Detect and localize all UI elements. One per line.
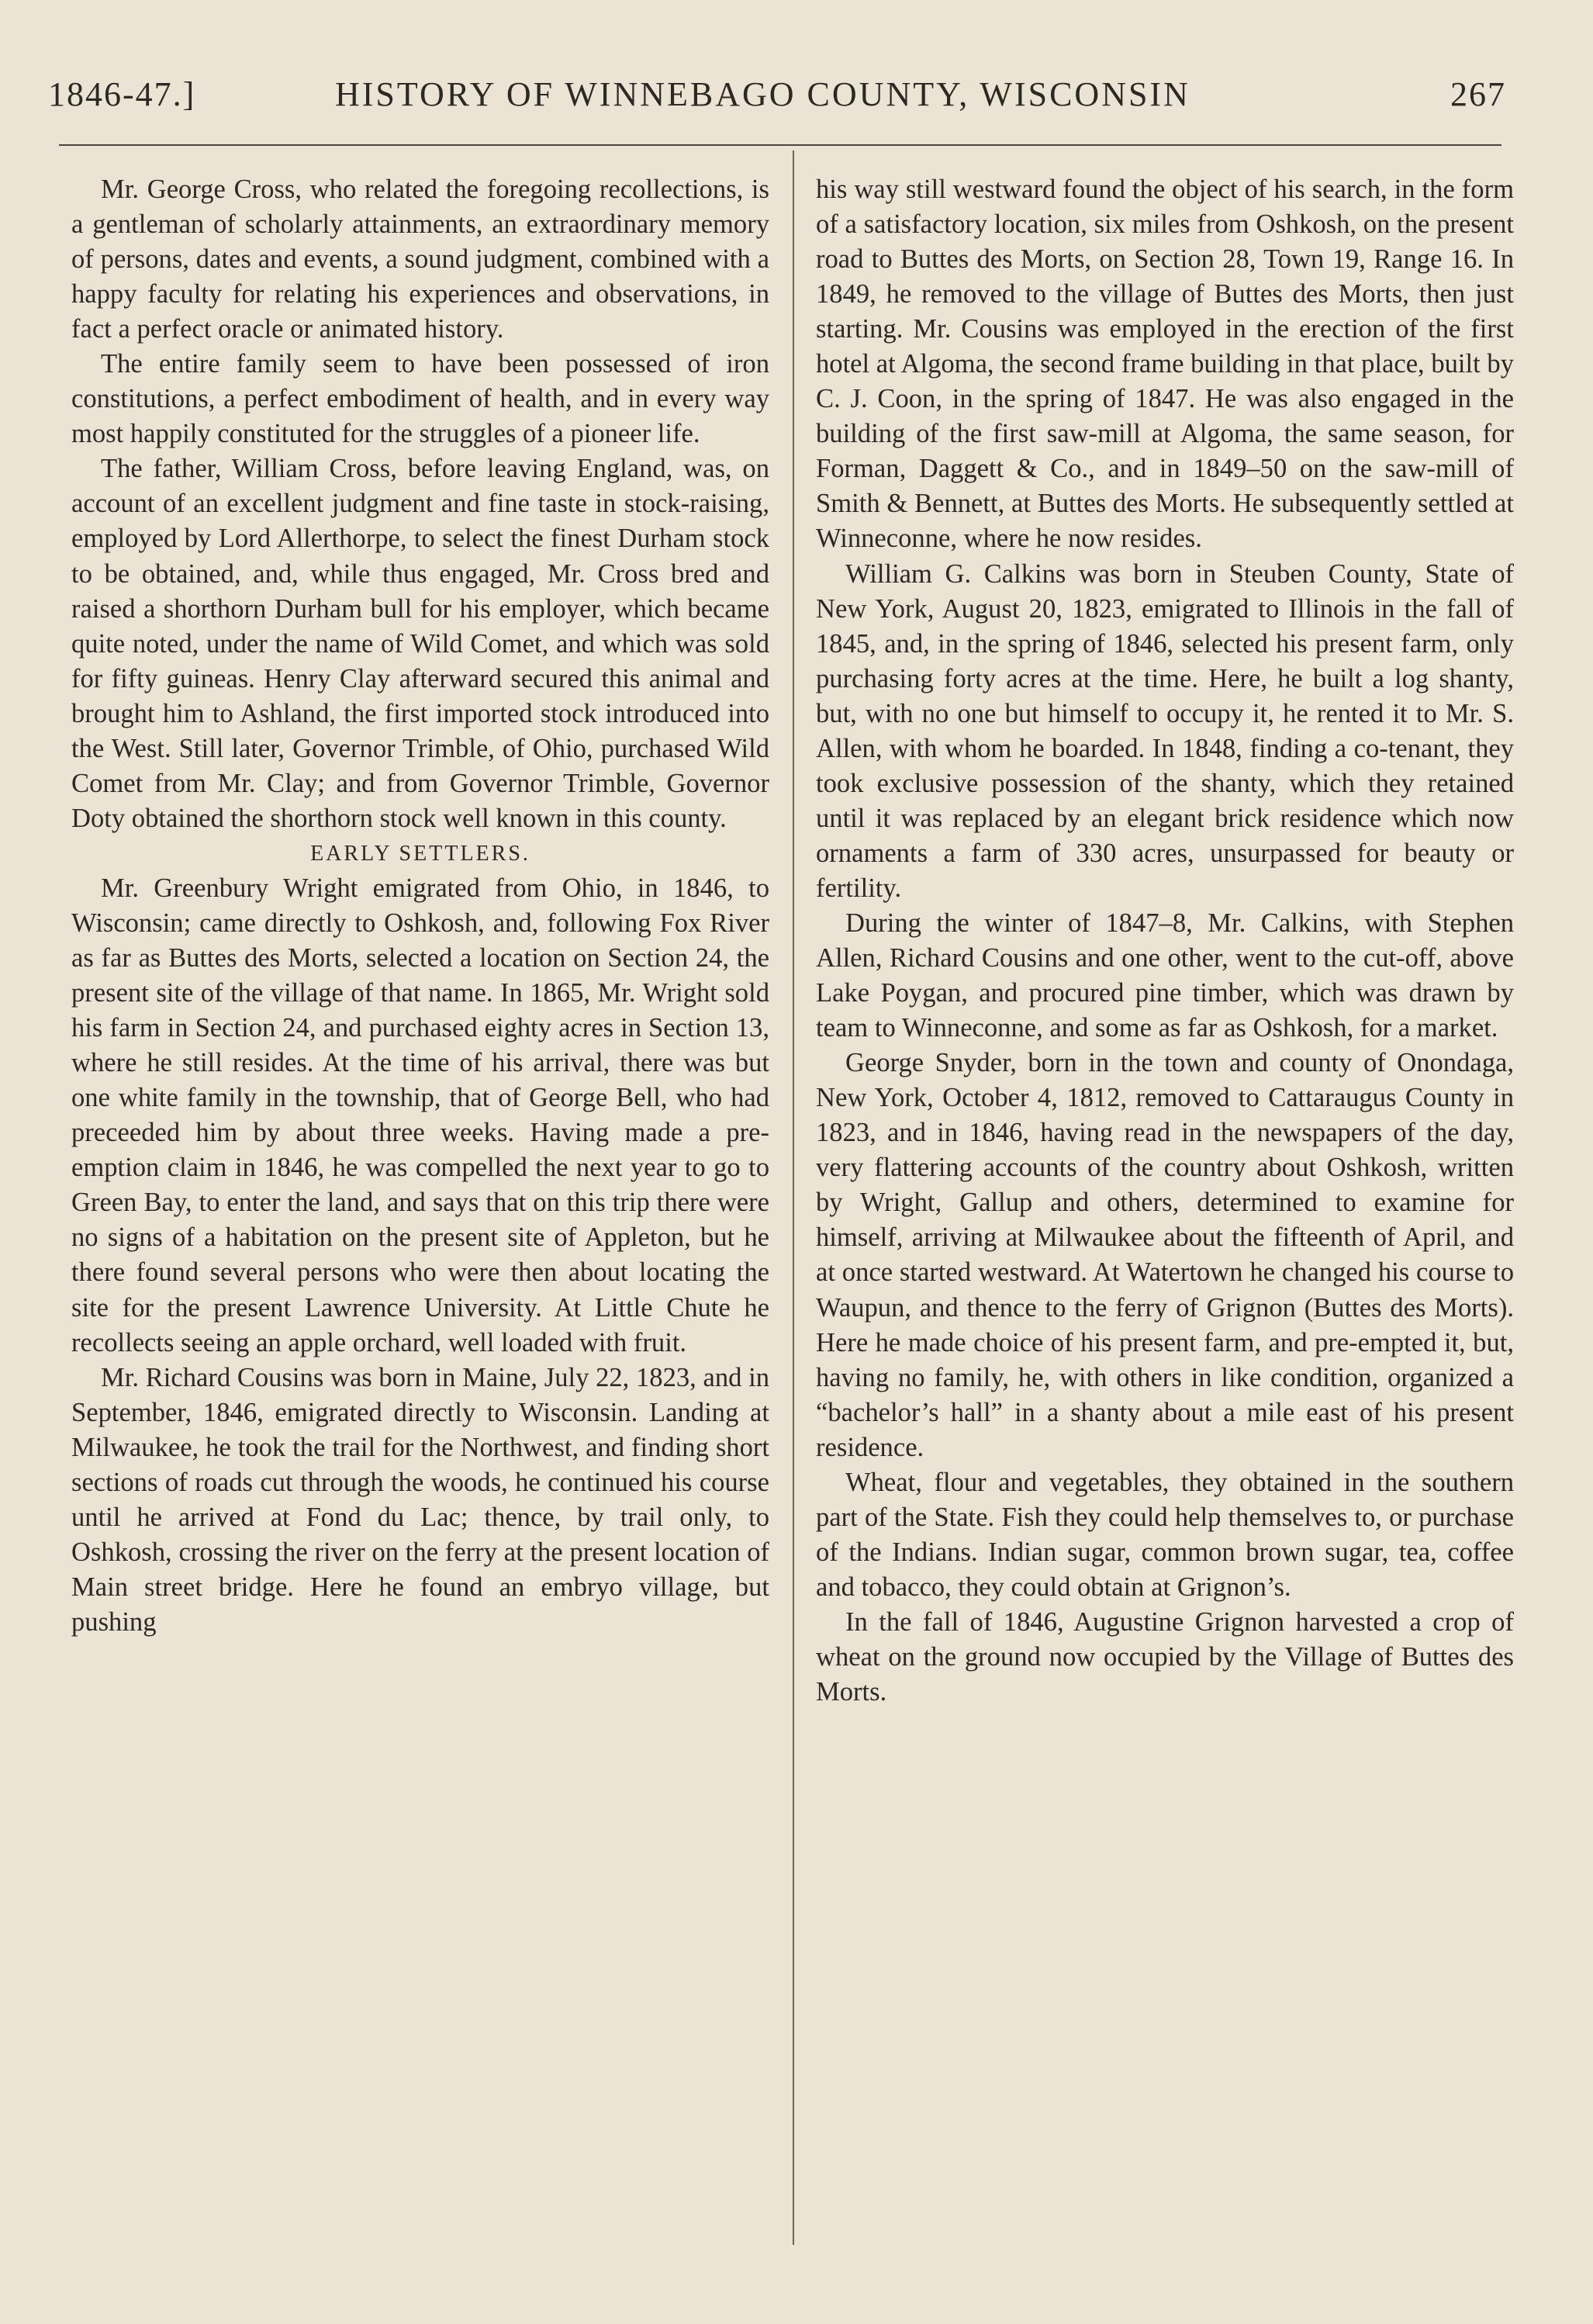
paragraph: Wheat, flour and vegetables, they obtained in the southern part of the State. Fish they could help themselves to, or purchase of the Indians. Indian sugar, common brown sugar, tea, coffee and tobacco, they could obtain at Grignon’s. (816, 1467, 1514, 1602)
right-column (816, 172, 1514, 1710)
paragraph: George Snyder, born in the town and county of Onondaga, New York, October 4, 1812, removed to Cattaraugus County in 1823, and in 1846, having read in the newspapers of the day, very flattering accounts of the country about Oshkosh, written by Wright, Gallup and others, determined to examine for himself, arriving at Milwaukee about the fifteenth of April, and at once started westward. At Watertown he changed his course to Waupun, and thence to the ferry of Grignon (Buttes des Morts). Here he made choice of his present farm, and pre-empted it, but, having no family, he, with others in like condition, organized a “bachelor’s hall” in a shanty about a mile east of his present residence. (816, 1048, 1514, 1462)
paragraph: William G. Calkins was born in Steuben County, State of New York, August 20, 1823, emigrated to Illinois in the fall of 1845, and, in the spring of 1846, selected his present farm, only purchasing forty acres at the time. Here, he built a log shanty, but, with no one but himself to occupy it, he rented it to Mr. S. Allen, with whom he boarded. In 1848, finding a co-tenant, they took exclusive possession of the shanty, which they retained until it was replaced by an elegant brick residence which now ornaments a farm of 330 acres, unsurpassed for beauty or fertility. (816, 559, 1514, 903)
column-divider (793, 150, 794, 2245)
page-header (48, 74, 1522, 121)
paragraph: In the fall of 1846, Augustine Grignon harvested a crop of wheat on the ground now occupied by the Village of Buttes des Morts. (816, 1606, 1514, 1707)
left-column (71, 172, 769, 1640)
header-title: HISTORY OF WINNEBAGO COUNTY, WISCONSIN (335, 75, 1190, 113)
paragraph: Mr. George Cross, who related the foregoing recollections, is a gentleman of scholarly attainments, an extraordinary memory of persons, dates and events, a sound judgment, combined with a happy faculty for relating his experiences and observations, in fact a perfect oracle or animated history. (71, 175, 769, 344)
header-rule (59, 144, 1501, 146)
paragraph: The entire family seem to have been possessed of iron constitutions, a perfect embodiment of health, and in every way most happily constituted for the struggles of a pioneer life. (71, 349, 769, 449)
paragraph: The father, William Cross, before leaving England, was, on account of an excellent judgment and fine taste in stock-raising, employed by Lord Allerthorpe, to select the finest Durham stock to be obtained, and, while thus engaged, Mr. Cross bred and raised a shorthorn Durham bull for his employer, which became quite noted, under the name of Wild Comet, and which was sold for fifty guineas. Henry Clay afterward secured this animal and brought him to Ashland, the first imported stock introduced into the West. Still later, Governor Trimble, of Ohio, purchased Wild Comet from Mr. Clay; and from Governor Trimble, Governor Doty obtained the shorthorn stock well known in this county. (71, 454, 769, 833)
paragraph: his way still westward found the object of his search, in the form of a satisfactory location, six miles from Oshkosh, on the present road to Buttes des Morts, on Section 28, Town 19, Range 16. In 1849, he removed to the village of Buttes des Morts, then just starting. Mr. Cousins was employed in the erection of the first hotel at Algoma, the second frame building in that place, built by C. J. Coon, in the spring of 1847. He was also engaged in the building of the first saw-mill at Algoma, the same season, for Forman, Daggett & Co., and in 1849–50 on the saw-mill of Smith & Bennett, at Buttes des Morts. He subsequently settled at Winneconne, where he now resides. (816, 175, 1514, 554)
page-number: 267 (1450, 75, 1506, 113)
paragraph: Mr. Richard Cousins was born in Maine, July 22, 1823, and in September, 1846, emigrated directly to Wisconsin. Landing at Milwaukee, he took the trail for the Northwest, and finding short sections of roads cut through the woods, he continued his course until he arrived at Fond du Lac; thence, by trail only, to Oshkosh, crossing the river on the ferry at the present location of Main street bridge. Here he found an embryo village, but pushing (71, 1362, 769, 1637)
paragraph: Mr. Greenbury Wright emigrated from Ohio, in 1846, to Wisconsin; came directly to Oshkosh, and, following Fox River as far as Buttes des Morts, selected a location on Section 24, the present site of the village of that name. In 1865, Mr. Wright sold his farm in Section 24, and purchased eighty acres in Section 13, where he still resides. At the time of his arrival, there was but one white family in the township, that of George Bell, who had preceeded him by about three weeks. Having made a pre-emption claim in 1846, he was compelled the next year to go to Green Bay, to enter the land, and says that on this trip there were no signs of a habitation on the present site of Appleton, but he there found several persons who were then about locating the site for the present Lawrence University. At Little Chute he recollects seeing an apple orchard, well loaded with fruit. (71, 873, 769, 1357)
paragraph: During the winter of 1847–8, Mr. Calkins, with Stephen Allen, Richard Cousins and one other, went to the cut-off, above Lake Poygan, and procured pine timber, which was drawn by team to Winneconne, and some as far as Oshkosh, for a market. (816, 908, 1514, 1043)
section-heading: EARLY SETTLERS. (310, 841, 530, 866)
header-date-range: 1846-47.] (48, 75, 196, 113)
